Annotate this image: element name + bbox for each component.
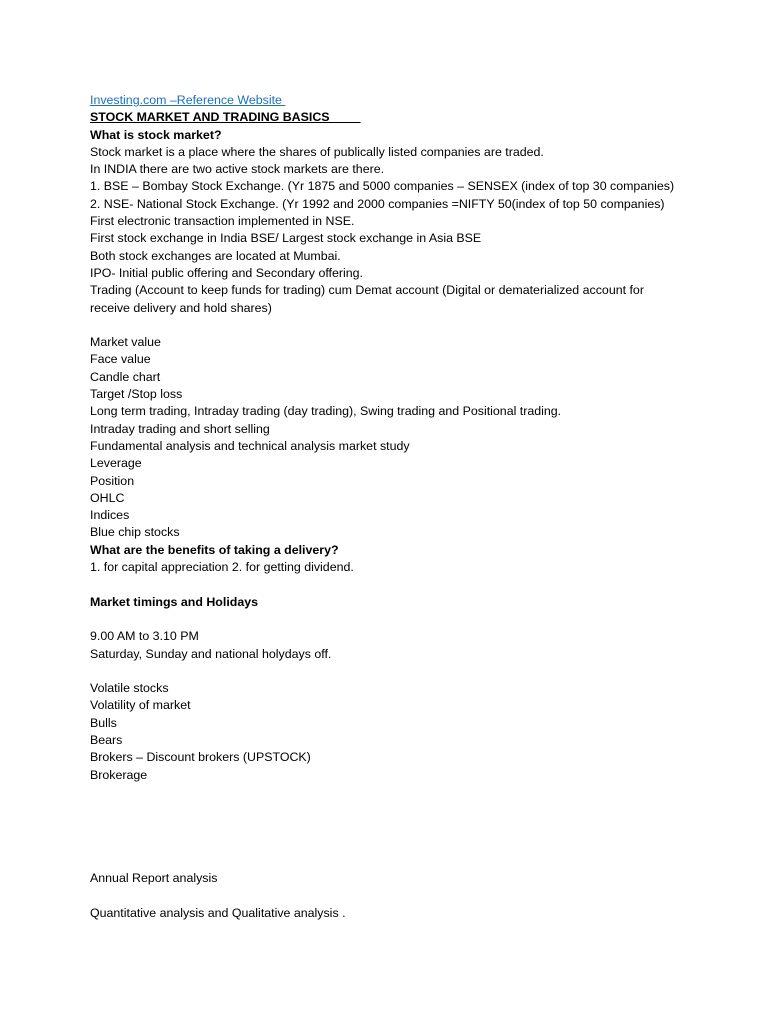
blank-line: [90, 853, 730, 870]
blank-line: [90, 801, 730, 818]
term-item: Bears: [90, 732, 123, 747]
term-item: Long term trading, Intraday trading (day trading), Swing trading and Positional trading.: [90, 404, 562, 419]
blank-line: [90, 317, 730, 334]
intro-line: Both stock exchanges are located at Mumbai.: [90, 248, 341, 263]
term-item: Market value: [90, 335, 161, 350]
term-item: Indices: [90, 508, 130, 523]
blank-line: [90, 836, 730, 853]
annual-report-text: Annual Report analysis: [90, 871, 218, 886]
more-terms-list: [90, 680, 730, 784]
question-delivery-benefits: What are the benefits of taking a delivery?: [90, 542, 339, 557]
term-item: Leverage: [90, 456, 142, 471]
intro-line: In INDIA there are two active stock markets are there.: [90, 162, 385, 177]
intro-line: 2. NSE- National Stock Exchange. (Yr 1992 and 2000 companies =NIFTY 50(index of top 50 companies): [90, 196, 665, 211]
term-item: Fundamental analysis and technical analysis market study: [90, 438, 410, 453]
intro-line: IPO- Initial public offering and Secondary offering.: [90, 265, 363, 280]
term-item: Volatility of market: [90, 698, 191, 713]
holidays-text: Saturday, Sunday and national holydays off.: [90, 646, 332, 661]
term-item: Target /Stop loss: [90, 387, 183, 402]
terms-list: [90, 334, 730, 542]
intro-line: Stock market is a place where the shares of publically listed companies are traded.: [90, 144, 544, 159]
benefits-text: 1. for capital appreciation 2. for getting dividend.: [90, 560, 354, 575]
timings-heading: Market timings and Holidays: [90, 594, 258, 609]
term-item: Candle chart: [90, 369, 161, 384]
term-item: Face value: [90, 352, 151, 367]
blank-line: [90, 784, 730, 801]
term-item: Bulls: [90, 715, 117, 730]
reference-website-link[interactable]: Investing.com –Reference Website: [90, 93, 286, 107]
blank-line: [90, 888, 730, 905]
intro-line: First stock exchange in India BSE/ Largest stock exchange in Asia BSE: [90, 231, 482, 246]
question-what-is-stock-market: What is stock market?: [90, 127, 222, 142]
term-item: OHLC: [90, 490, 125, 505]
blank-line: [90, 611, 730, 628]
blank-line: [90, 576, 730, 593]
intro-line: receive delivery and hold shares): [90, 300, 272, 315]
intro-section: [90, 144, 730, 317]
term-item: Blue chip stocks: [90, 525, 180, 540]
intro-line: First electronic transaction implemented in NSE.: [90, 214, 355, 229]
term-item: Volatile stocks: [90, 681, 169, 696]
blank-line: [90, 818, 730, 835]
analysis-text: Quantitative analysis and Qualitative analysis .: [90, 905, 346, 920]
blank-line: [90, 663, 730, 680]
term-item: Intraday trading and short selling: [90, 421, 270, 436]
document-page: [90, 92, 730, 922]
term-item: Brokerage: [90, 767, 148, 782]
term-item: Position: [90, 473, 135, 488]
document-title: STOCK MARKET AND TRADING BASICS: [90, 110, 361, 125]
intro-line: Trading (Account to keep funds for trading) cum Demat account (Digital or dematerialized account for: [90, 283, 644, 298]
intro-line: 1. BSE – Bombay Stock Exchange. (Yr 1875 and 5000 companies – SENSEX (index of top 30 companies): [90, 179, 675, 194]
timings-text: 9.00 AM to 3.10 PM: [90, 629, 199, 644]
term-item: Brokers – Discount brokers (UPSTOCK): [90, 750, 311, 765]
